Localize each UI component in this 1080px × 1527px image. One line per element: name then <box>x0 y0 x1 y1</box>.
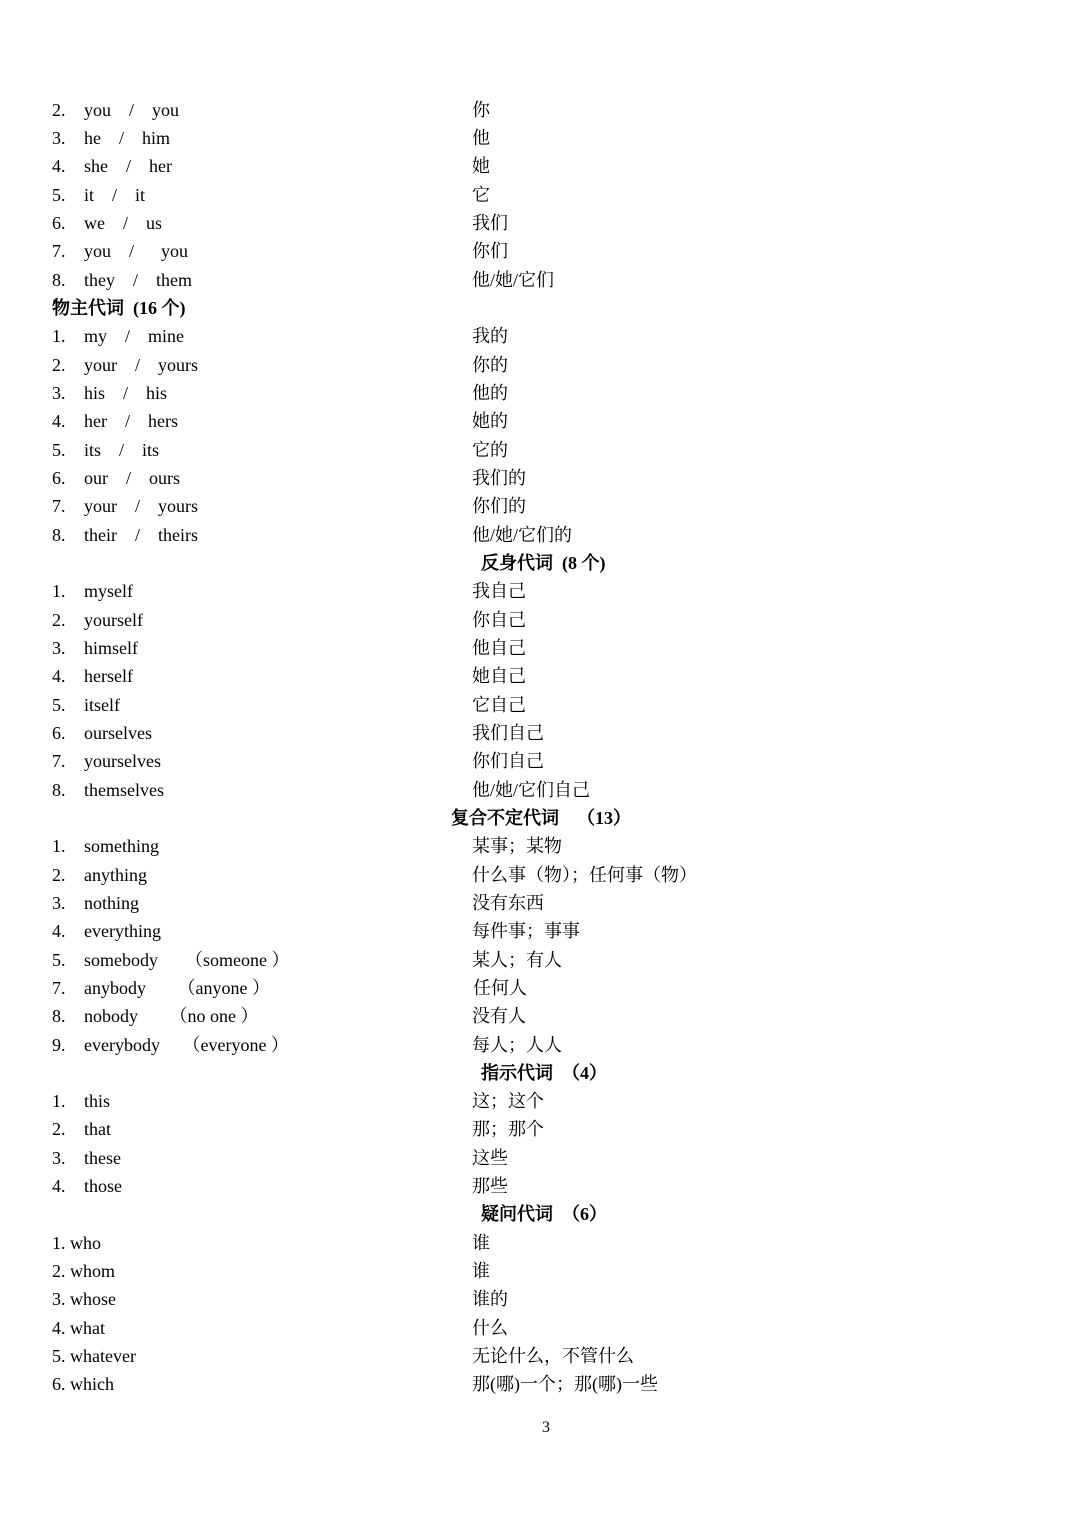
item-number: 5. <box>52 440 66 460</box>
list-item <box>0 832 1080 860</box>
list-item <box>0 492 1080 520</box>
chinese-meaning: 什么事（物）；任何事（物） <box>472 865 697 885</box>
chinese-meaning: 你们的 <box>472 496 526 516</box>
list-item <box>0 1285 1080 1313</box>
english-term: you / you <box>84 100 180 120</box>
list-item <box>0 351 1080 379</box>
section-heading: 物主代词 (16 个) <box>52 298 186 318</box>
list-item <box>0 322 1080 350</box>
item-number: 2. <box>52 865 66 885</box>
chinese-meaning: 它的 <box>472 440 508 460</box>
english-term: this <box>84 1091 111 1111</box>
item-number: 2. <box>52 1119 66 1139</box>
chinese-meaning: 某人；有人 <box>472 950 562 970</box>
list-item <box>0 634 1080 662</box>
chinese-meaning: 他的 <box>472 383 508 403</box>
chinese-meaning: 你 <box>472 100 490 120</box>
item-number: 2. <box>52 100 66 120</box>
list-item <box>0 662 1080 690</box>
list-item <box>0 974 1080 1002</box>
chinese-meaning: 我们自己 <box>472 723 544 743</box>
chinese-meaning: 我的 <box>472 326 508 346</box>
item-number: 7. <box>52 241 66 261</box>
list-item <box>0 719 1080 747</box>
item-number: 8. <box>52 525 66 545</box>
chinese-meaning: 你们 <box>472 241 508 261</box>
item-number: 1. <box>52 581 66 601</box>
english-term: itself <box>84 695 120 715</box>
chinese-meaning: 它自己 <box>472 695 526 715</box>
english-term: anybody （anyone ） <box>84 978 270 998</box>
list-item <box>0 96 1080 124</box>
list-item <box>0 861 1080 889</box>
english-term: himself <box>84 638 138 658</box>
section-heading-row <box>0 1200 1080 1228</box>
english-term: your / yours <box>84 355 198 375</box>
english-term: that <box>84 1119 111 1139</box>
list-item <box>0 152 1080 180</box>
english-term: its / its <box>84 440 160 460</box>
chinese-meaning: 你自己 <box>472 610 526 630</box>
section-heading: 反身代词 (8 个) <box>481 553 606 573</box>
english-term: our / ours <box>84 468 180 488</box>
item-number: 4. <box>52 1176 66 1196</box>
chinese-meaning: 没有东西 <box>472 893 544 913</box>
english-term: yourself <box>84 610 143 630</box>
english-term: her / hers <box>84 411 178 431</box>
item-number: 2. <box>52 610 66 630</box>
english-term: they / them <box>84 270 192 290</box>
list-item <box>0 1370 1080 1398</box>
list-item <box>0 946 1080 974</box>
english-term: those <box>84 1176 122 1196</box>
english-term: nothing <box>84 893 140 913</box>
chinese-meaning: 他 <box>472 128 490 148</box>
list-item <box>0 606 1080 634</box>
chinese-meaning: 谁 <box>472 1261 490 1281</box>
chinese-meaning: 无论什么，不管什么 <box>472 1346 634 1366</box>
item-number: 3. <box>52 128 66 148</box>
item-number: 6. <box>52 723 66 743</box>
english-term: 3. whose <box>52 1289 116 1309</box>
chinese-meaning: 他/她/它们自己 <box>472 780 591 800</box>
item-number: 3. <box>52 893 66 913</box>
english-term: yourselves <box>84 751 161 771</box>
section-heading-row <box>0 294 1080 322</box>
chinese-meaning: 你的 <box>472 355 508 375</box>
item-number: 8. <box>52 780 66 800</box>
english-term: somebody （someone ） <box>84 950 290 970</box>
chinese-meaning: 她自己 <box>472 666 526 686</box>
list-item <box>0 237 1080 265</box>
english-term: your / yours <box>84 496 198 516</box>
chinese-meaning: 她的 <box>472 411 508 431</box>
english-term: these <box>84 1148 121 1168</box>
english-term: anything <box>84 865 147 885</box>
list-item <box>0 1342 1080 1370</box>
chinese-meaning: 那些 <box>472 1176 508 1196</box>
section-heading-row <box>0 804 1080 832</box>
english-term: herself <box>84 666 133 686</box>
list-item <box>0 464 1080 492</box>
chinese-meaning: 你们自己 <box>472 751 544 771</box>
english-term: 4. what <box>52 1318 105 1338</box>
item-number: 4. <box>52 666 66 686</box>
item-number: 3. <box>52 1148 66 1168</box>
item-number: 1. <box>52 326 66 346</box>
list-item <box>0 266 1080 294</box>
list-item <box>0 1002 1080 1030</box>
list-item <box>0 1115 1080 1143</box>
item-number: 1. <box>52 1091 66 1111</box>
chinese-meaning: 我们的 <box>472 468 526 488</box>
item-number: 4. <box>52 411 66 431</box>
item-number: 3. <box>52 383 66 403</box>
chinese-meaning: 他自己 <box>472 638 526 658</box>
chinese-meaning: 谁的 <box>472 1289 508 1309</box>
chinese-meaning: 那；那个 <box>472 1119 544 1139</box>
list-item <box>0 379 1080 407</box>
chinese-meaning: 没有人 <box>472 1006 526 1026</box>
list-item <box>0 1172 1080 1200</box>
english-term: 6. which <box>52 1374 114 1394</box>
item-number: 6. <box>52 213 66 233</box>
english-term: their / theirs <box>84 525 198 545</box>
english-term: his / his <box>84 383 168 403</box>
list-item <box>0 407 1080 435</box>
chinese-meaning: 任何人 <box>473 978 527 998</box>
english-term: 5. whatever <box>52 1346 136 1366</box>
english-term: you / you <box>84 241 189 261</box>
page-number: 3 <box>542 1419 550 1436</box>
item-number: 8. <box>52 1006 66 1026</box>
english-term: nobody （no one ） <box>84 1006 259 1026</box>
list-item <box>0 1229 1080 1257</box>
item-number: 3. <box>52 638 66 658</box>
english-term: it / it <box>84 185 146 205</box>
chinese-meaning: 他/她/它们 <box>472 270 555 290</box>
section-heading-row <box>0 1059 1080 1087</box>
list-item <box>0 181 1080 209</box>
section-heading: 复合不定代词 （13） <box>451 808 631 828</box>
english-term: everybody （everyone ） <box>84 1035 289 1055</box>
list-item <box>0 1257 1080 1285</box>
chinese-meaning: 某事；某物 <box>472 836 562 856</box>
english-term: my / mine <box>84 326 184 346</box>
chinese-meaning: 那(哪)一个；那(哪)一些 <box>472 1374 658 1394</box>
chinese-meaning: 什么 <box>472 1318 508 1338</box>
list-item <box>0 1144 1080 1172</box>
chinese-meaning: 她 <box>472 156 490 176</box>
section-heading-row <box>0 549 1080 577</box>
chinese-meaning: 它 <box>472 185 490 205</box>
english-term: he / him <box>84 128 170 148</box>
section-heading: 指示代词 （4） <box>481 1063 607 1083</box>
list-item <box>0 691 1080 719</box>
list-item <box>0 521 1080 549</box>
list-item <box>0 917 1080 945</box>
english-term: she / her <box>84 156 172 176</box>
list-item <box>0 209 1080 237</box>
item-number: 7. <box>52 978 66 998</box>
english-term: ourselves <box>84 723 152 743</box>
english-term: everything <box>84 921 161 941</box>
chinese-meaning: 每人；人人 <box>472 1035 562 1055</box>
item-number: 2. <box>52 355 66 375</box>
english-term: themselves <box>84 780 164 800</box>
item-number: 8. <box>52 270 66 290</box>
chinese-meaning: 这；这个 <box>472 1091 544 1111</box>
item-number: 4. <box>52 156 66 176</box>
list-item <box>0 1314 1080 1342</box>
item-number: 1. <box>52 836 66 856</box>
item-number: 7. <box>52 496 66 516</box>
english-term: something <box>84 836 159 856</box>
chinese-meaning: 他/她/它们的 <box>472 525 573 545</box>
item-number: 5. <box>52 695 66 715</box>
chinese-meaning: 每件事；事事 <box>472 921 580 941</box>
item-number: 6. <box>52 468 66 488</box>
list-item <box>0 776 1080 804</box>
item-number: 4. <box>52 921 66 941</box>
item-number: 5. <box>52 185 66 205</box>
item-number: 5. <box>52 950 66 970</box>
list-item <box>0 889 1080 917</box>
list-item <box>0 577 1080 605</box>
english-term: 1. who <box>52 1233 101 1253</box>
section-heading: 疑问代词 （6） <box>481 1204 607 1224</box>
item-number: 9. <box>52 1035 66 1055</box>
item-number: 7. <box>52 751 66 771</box>
list-item <box>0 747 1080 775</box>
list-item <box>0 1031 1080 1059</box>
chinese-meaning: 这些 <box>472 1148 508 1168</box>
list-item <box>0 124 1080 152</box>
english-term: we / us <box>84 213 162 233</box>
english-term: myself <box>84 581 133 601</box>
chinese-meaning: 我自己 <box>472 581 526 601</box>
english-term: 2. whom <box>52 1261 115 1281</box>
list-item <box>0 436 1080 464</box>
chinese-meaning: 谁 <box>472 1233 490 1253</box>
list-item <box>0 1087 1080 1115</box>
chinese-meaning: 我们 <box>472 213 508 233</box>
